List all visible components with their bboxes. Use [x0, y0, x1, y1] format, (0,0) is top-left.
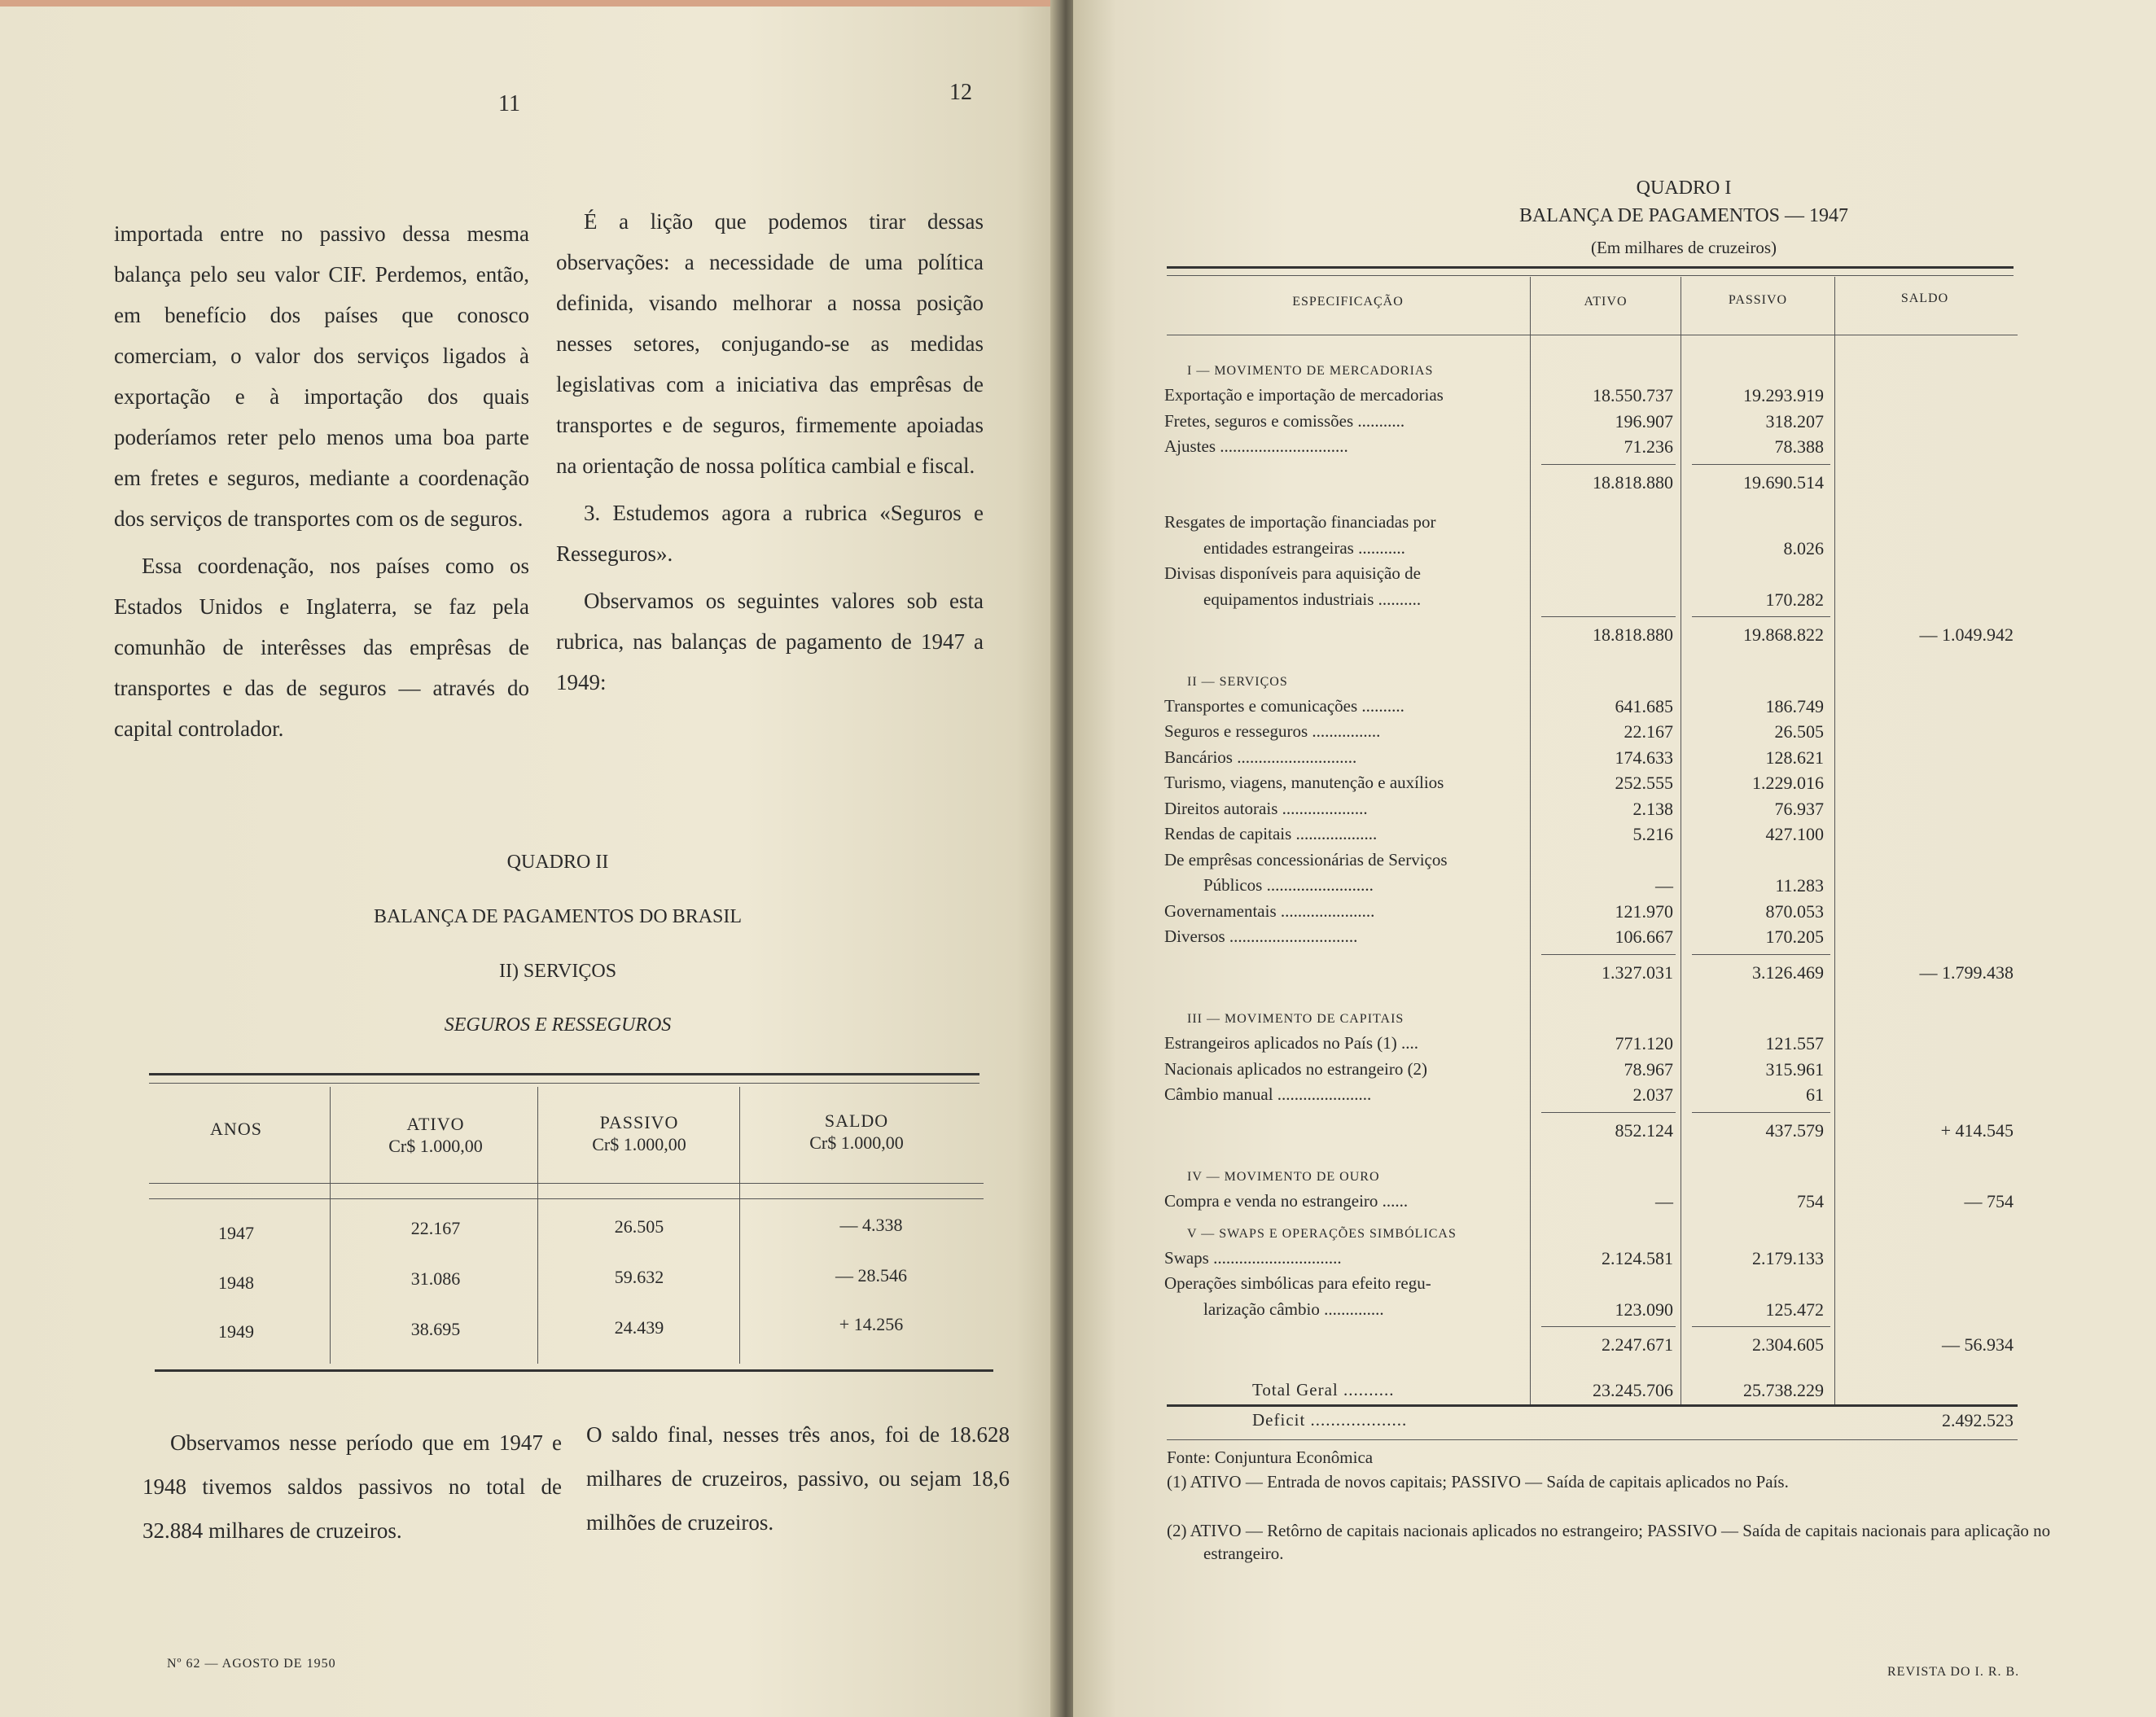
q1-value-passivo: 2.304.605 — [1752, 1334, 1824, 1355]
q1-value-ativo: 2.037 — [1632, 1084, 1673, 1105]
bottom-text-2 — [586, 1413, 1010, 1551]
q1-subtotal-rule — [1692, 464, 1830, 465]
table-rule-top — [149, 1073, 979, 1075]
q1-row-label: Diversos .............................. — [1164, 926, 1358, 946]
q1-value-ativo: 5.216 — [1632, 824, 1673, 844]
q1-value-passivo: 870.053 — [1765, 900, 1824, 922]
q1-row-label: entidades estrangeiras ........... — [1203, 537, 1405, 558]
q1-value-ativo: — — [1655, 1191, 1673, 1211]
paragraph: 3. Estudemos agora a rubrica «Seguros e Resseguros». — [556, 501, 984, 566]
q1-value-ativo: 174.633 — [1615, 747, 1673, 768]
q1-section-label: II — SERVIÇOS — [1187, 674, 1288, 689]
table-divider — [330, 1087, 331, 1364]
source-note: Fonte: Conjuntura Econômica — [1167, 1448, 1374, 1467]
table-rule-top-2 — [149, 1083, 979, 1084]
q1-value-ativo: 252.555 — [1615, 773, 1673, 793]
q1-value-ativo: 121.970 — [1615, 900, 1673, 922]
q1-value-passivo: 8.026 — [1783, 537, 1824, 558]
q1-header-saldo: SALDO — [1900, 291, 1949, 305]
q1-rule-bottom-2 — [1167, 1439, 2018, 1440]
q1-subtotal-rule — [1541, 1326, 1676, 1327]
q1-value-passivo: 754 — [1797, 1191, 1824, 1211]
q1-row-label: Resgates de importação financiadas por — [1164, 512, 1436, 532]
q1-value-passivo: 76.937 — [1774, 798, 1824, 819]
q1-rule-top — [1167, 266, 2014, 269]
q1-value-ativo: 123.090 — [1615, 1299, 1673, 1320]
q1-value-ativo: 78.967 — [1624, 1058, 1673, 1080]
row-1948-passivo: 59.632 — [614, 1267, 664, 1287]
footer-issue: Nº 62 — AGOSTO DE 1950 — [167, 1657, 336, 1671]
quadro2-caption: SEGUROS E RESSEGUROS — [444, 1014, 672, 1036]
q1-subtotal-rule — [1692, 1326, 1830, 1327]
header-anos: ANOS — [210, 1119, 262, 1139]
table-rule-mid-2 — [149, 1198, 984, 1199]
q1-header-ativo: ATIVO — [1584, 295, 1628, 309]
q1-value-saldo: — 1.799.438 — [1919, 961, 2014, 983]
q1-total-label: Total Geral .......... — [1252, 1379, 1395, 1399]
header-saldo-unit: Cr$ 1.000,00 — [809, 1132, 904, 1153]
q1-value-ativo: 771.120 — [1615, 1033, 1673, 1053]
q1-row-label: Exportação e importação de mercadorias — [1164, 385, 1444, 405]
header-ativo: ATIVO — [406, 1114, 465, 1134]
bottom-text-1 — [142, 1421, 562, 1559]
table-divider — [739, 1087, 740, 1364]
quadro1-unit: (Em milhares de cruzeiros) — [1591, 238, 1777, 257]
q1-subtotal-rule — [1692, 616, 1830, 617]
q1-value-passivo: 3.126.469 — [1752, 961, 1824, 983]
q1-row-label: De emprêsas concessionárias de Serviços — [1164, 849, 1448, 869]
q1-total-label: Deficit ................... — [1252, 1410, 1408, 1430]
q1-section-label: I — MOVIMENTO DE MERCADORIAS — [1187, 364, 1434, 378]
q1-section-label: V — SWAPS E OPERAÇÕES SIMBÓLICAS — [1187, 1226, 1457, 1241]
paragraph: Observamos os seguintes valores sob esta rubrica, nas balanças de pagamento de 1947 a 1949: — [556, 589, 984, 694]
q1-value-ativo: 641.685 — [1615, 695, 1673, 716]
q1-value-passivo: 26.505 — [1774, 721, 1824, 742]
left-page — [0, 0, 1058, 1717]
page-number-11: 11 — [498, 91, 520, 116]
footer-journal: REVISTA DO I. R. B. — [1887, 1665, 2020, 1679]
q1-value-passivo: 170.282 — [1765, 589, 1824, 610]
q1-row-label: Swaps .............................. — [1164, 1247, 1342, 1268]
header-passivo: PASSIVO — [599, 1112, 679, 1132]
q1-value-passivo: 25.738.229 — [1743, 1379, 1824, 1400]
quadro1-subtitle: BALANÇA DE PAGAMENTOS — 1947 — [1518, 205, 1849, 226]
q1-value-saldo: + 414.545 — [1940, 1119, 2014, 1141]
q1-value-passivo: 19.868.822 — [1743, 624, 1824, 645]
q1-value-ativo: 18.818.880 — [1593, 624, 1673, 645]
q1-value-passivo: 1.229.016 — [1752, 773, 1824, 793]
q1-value-saldo: 2.492.523 — [1942, 1410, 2014, 1430]
q1-section-label: IV — MOVIMENTO DE OURO — [1187, 1170, 1380, 1184]
q1-row-label: Turismo, viagens, manutenção e auxílios — [1164, 773, 1444, 792]
q1-value-ativo: 18.550.737 — [1593, 385, 1673, 405]
footnote-1: (1) ATIVO — Entrada de novos capitais; PASSIVO — Saída de capitais aplicados no País. — [1167, 1472, 1789, 1491]
table-divider — [537, 1087, 538, 1364]
q1-value-ativo: — — [1655, 875, 1673, 896]
q1-row-label: Bancários ............................ — [1164, 747, 1357, 767]
right-page — [1073, 0, 2156, 1717]
q1-row-label: Estrangeiros aplicados no País (1) .... — [1164, 1033, 1419, 1053]
q1-row-label: Transportes e comunicações .......... — [1164, 695, 1404, 716]
q1-divider — [1834, 277, 1835, 1407]
q1-value-ativo: 2.138 — [1632, 798, 1673, 819]
q1-subtotal-rule — [1541, 616, 1676, 617]
q1-subtotal-rule — [1541, 464, 1676, 465]
row-1949-saldo: + 14.256 — [839, 1314, 904, 1334]
q1-value-passivo: 19.293.919 — [1743, 385, 1824, 405]
q1-value-ativo: 106.667 — [1615, 926, 1673, 947]
q1-value-saldo: — 56.934 — [1942, 1334, 2014, 1355]
quadro2-subtitle: BALANÇA DE PAGAMENTOS DO BRASIL — [373, 906, 743, 927]
row-1948-saldo: — 28.546 — [835, 1265, 907, 1286]
q1-value-passivo: 315.961 — [1765, 1058, 1824, 1080]
q1-divider — [1530, 277, 1531, 1407]
paragraph: Observamos nesse período que em 1947 e 1948 tivemos saldos passivos no total de 32.884 milhares de cruzeiros. — [142, 1430, 562, 1543]
q1-row-label: Direitos autorais .................... — [1164, 798, 1368, 818]
row-1947-passivo: 26.505 — [614, 1216, 664, 1237]
q1-value-ativo: 71.236 — [1624, 436, 1673, 457]
q1-row-label: Nacionais aplicados no estrangeiro (2) — [1164, 1058, 1428, 1079]
q1-value-ativo: 18.818.880 — [1593, 471, 1673, 493]
q1-value-passivo: 19.690.514 — [1743, 471, 1824, 493]
table-rule-bottom — [155, 1369, 993, 1372]
q1-row-label: Divisas disponíveis para aquisição de — [1164, 563, 1421, 583]
q1-value-passivo: 128.621 — [1765, 747, 1824, 768]
q1-row-label: larização câmbio .............. — [1203, 1299, 1384, 1319]
header-ativo-unit: Cr$ 1.000,00 — [388, 1136, 483, 1156]
q1-subtotal-rule — [1692, 1112, 1830, 1113]
q1-row-label: Compra e venda no estrangeiro ...... — [1164, 1191, 1409, 1211]
q1-row-label: Câmbio manual ...................... — [1164, 1084, 1372, 1104]
row-1949-ativo: 38.695 — [410, 1319, 461, 1339]
q1-section-label: III — MOVIMENTO DE CAPITAIS — [1187, 1012, 1404, 1026]
q1-value-passivo: 2.179.133 — [1752, 1247, 1824, 1268]
q1-value-ativo: 23.245.706 — [1593, 1379, 1673, 1400]
paragraph: É a lição que podemos tirar dessas observações: a necessidade de uma política definida, visando melhorar a nossa posição nesses setores, conjugando-se as medidas legislativas com a iniciativa das emprêsas de transportes e de seguros, firmemente apoiadas na orientação de nossa política cambial e fiscal. — [556, 209, 984, 478]
row-1948-ativo: 31.086 — [410, 1268, 461, 1289]
q1-value-saldo: — 754 — [1964, 1191, 2014, 1211]
page-number-12: 12 — [949, 80, 972, 105]
page-edge — [0, 0, 1058, 7]
quadro2-title: QUADRO II — [506, 852, 609, 873]
q1-value-passivo: 11.283 — [1775, 875, 1824, 896]
q1-value-passivo: 427.100 — [1765, 824, 1824, 844]
q1-value-passivo: 125.472 — [1765, 1299, 1824, 1320]
q1-value-passivo: 78.388 — [1774, 436, 1824, 457]
quadro2-section: II) SERVIÇOS — [498, 961, 617, 982]
q1-value-passivo: 437.579 — [1765, 1119, 1824, 1141]
row-1947-ativo: 22.167 — [410, 1218, 461, 1238]
row-1948-ano: 1948 — [218, 1272, 254, 1293]
row-1947-saldo: — 4.338 — [839, 1215, 903, 1235]
q1-row-label: Públicos ......................... — [1203, 875, 1374, 895]
q1-value-ativo: 852.124 — [1615, 1119, 1673, 1141]
footnote-2: (2) ATIVO — Retôrno de capitais nacionais aplicados no estrangeiro; PASSIVO — Saída de capitais nacionais para aplicação no estrangeiro. — [1167, 1521, 2051, 1563]
q1-row-label: Operações simbólicas para efeito regu- — [1164, 1273, 1431, 1293]
q1-row-label: Ajustes .............................. — [1164, 436, 1348, 456]
header-saldo: SALDO — [824, 1110, 889, 1131]
q1-value-passivo: 318.207 — [1765, 410, 1824, 431]
q1-subtotal-rule — [1541, 954, 1676, 955]
header-passivo-unit: Cr$ 1.000,00 — [592, 1134, 686, 1154]
quadro1-title: QUADRO I — [1636, 177, 1732, 199]
paragraph: importada entre no passivo dessa mesma balança pelo seu valor CIF. Perdemos, então, em benefício dos países que conosco comerciam, o valor dos serviços ligados à exportação e à importação dos quais poderíamos reter pelo menos uma boa parte em fretes e seguros, mediante a coordenação dos serviços de transportes com os de seguros. — [114, 221, 529, 531]
paragraph: Essa coordenação, nos países como os Estados Unidos e Inglaterra, se faz pela comunhão de interêsses das emprêsas de transportes e das de seguros — através do capital controlador. — [114, 554, 529, 741]
q1-value-ativo: 2.247.671 — [1602, 1334, 1673, 1355]
q1-value-saldo: — 1.049.942 — [1919, 624, 2014, 645]
q1-value-passivo: 61 — [1806, 1084, 1824, 1105]
table-rule-mid — [149, 1183, 984, 1184]
q1-row-label: Seguros e resseguros ................ — [1164, 721, 1381, 741]
q1-value-ativo: 196.907 — [1615, 410, 1673, 431]
row-1947-ano: 1947 — [218, 1223, 254, 1243]
paragraph: O saldo final, nesses três anos, foi de 18.628 milhares de cruzeiros, passivo, ou sejam 18,6 milhões de cruzeiros. — [586, 1422, 1010, 1535]
q1-row-label: Rendas de capitais ................... — [1164, 824, 1378, 843]
q1-value-ativo: 1.327.031 — [1602, 961, 1673, 983]
q1-value-ativo: 22.167 — [1624, 721, 1673, 742]
row-1949-ano: 1949 — [218, 1321, 254, 1342]
text-column-2 — [556, 201, 984, 709]
text-column-1 — [114, 213, 529, 756]
q1-subtotal-rule — [1541, 1112, 1676, 1113]
q1-header-passivo: PASSIVO — [1728, 293, 1788, 307]
q1-value-passivo: 186.749 — [1765, 695, 1824, 716]
q1-value-ativo: 2.124.581 — [1602, 1247, 1673, 1268]
q1-rule-bottom — [1167, 1404, 2018, 1407]
q1-rule-top-2 — [1167, 275, 2014, 276]
q1-header-especificacao: ESPECIFICAÇÃO — [1292, 295, 1404, 309]
q1-row-label: Fretes, seguros e comissões ........... — [1164, 410, 1405, 431]
q1-row-label: Governamentais ...................... — [1164, 900, 1375, 921]
row-1949-passivo: 24.439 — [614, 1317, 664, 1338]
q1-value-passivo: 170.205 — [1765, 926, 1824, 947]
q1-value-passivo: 121.557 — [1765, 1033, 1824, 1053]
q1-row-label: equipamentos industriais .......... — [1203, 589, 1422, 609]
q1-subtotal-rule — [1692, 954, 1830, 955]
